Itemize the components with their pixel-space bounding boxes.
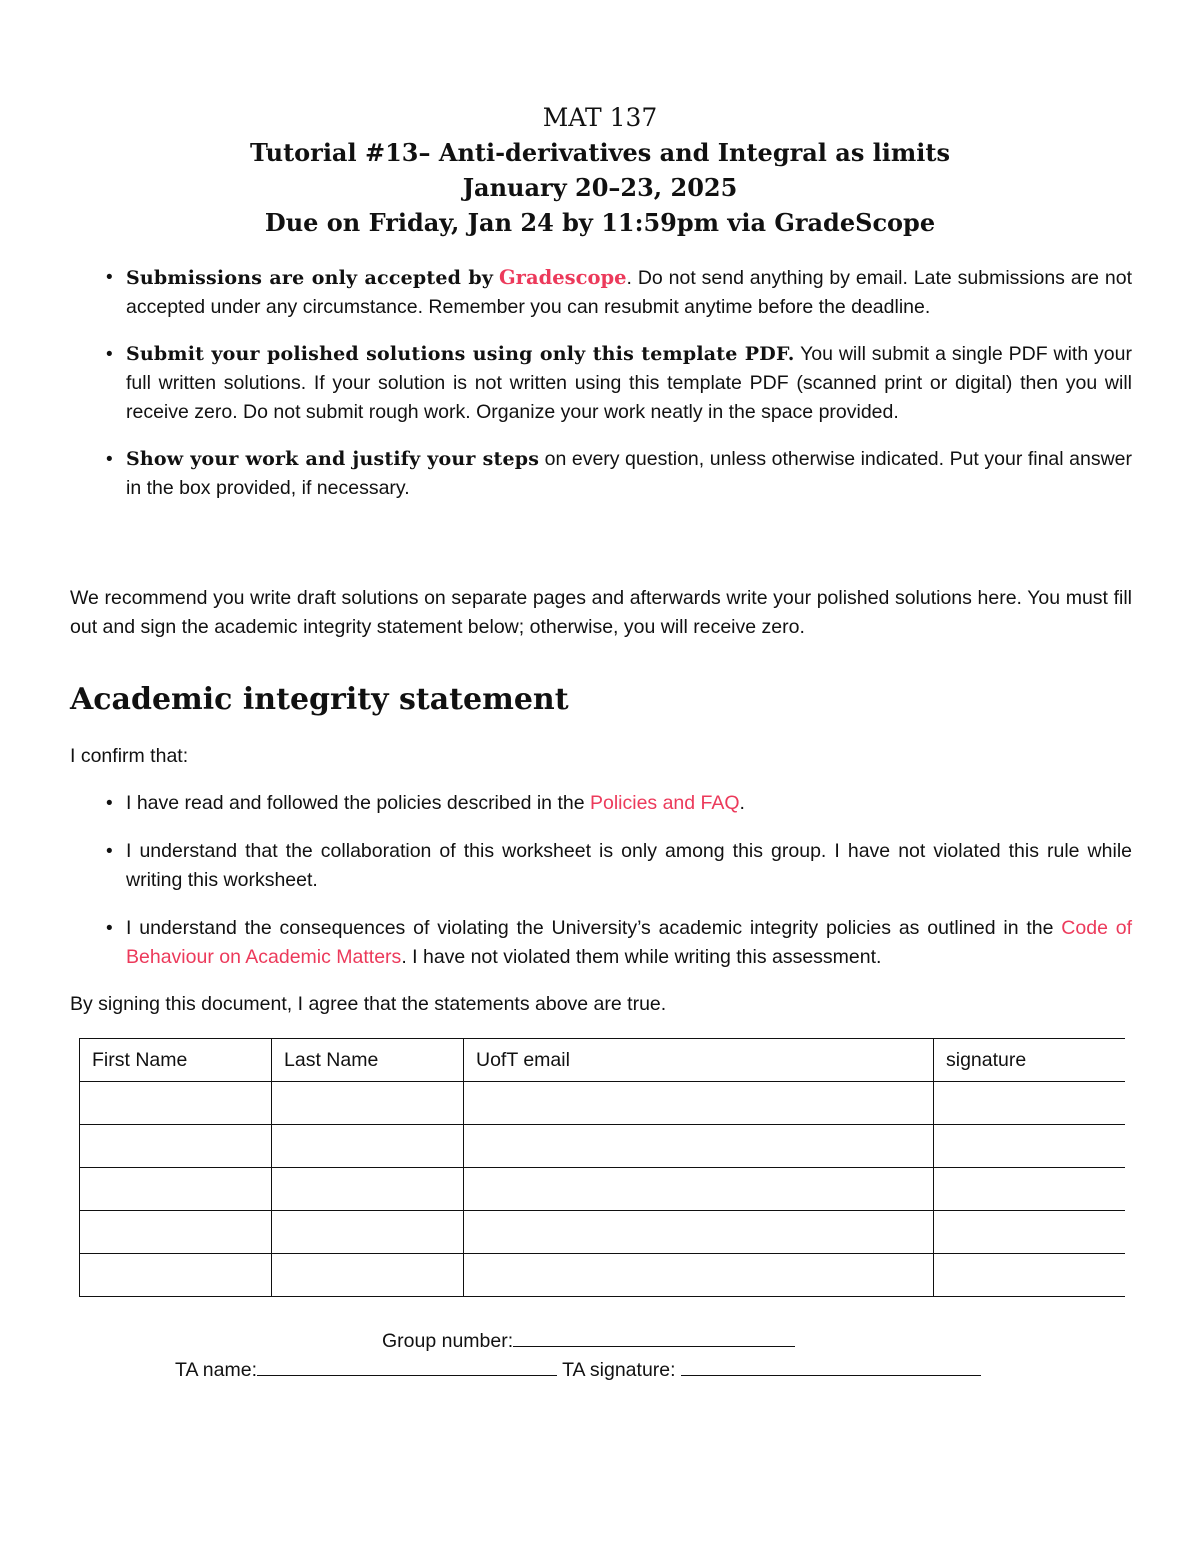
first-name-cell[interactable] <box>80 1125 272 1168</box>
table-row <box>80 1211 1126 1254</box>
table-row <box>80 1125 1126 1168</box>
instruction-bold: Show your work and justify your steps <box>126 448 540 470</box>
first-name-cell[interactable] <box>80 1168 272 1211</box>
header-last-name: Last Name <box>272 1039 464 1082</box>
instruction-bold: Submit your polished solutions using only this template PDF. <box>126 343 795 365</box>
header-first-name: First Name <box>80 1039 272 1082</box>
signature-table <box>79 1038 1125 1297</box>
tutorial-title: Tutorial #13– Anti-derivatives and Integral as limits <box>249 138 951 167</box>
email-cell[interactable] <box>464 1125 934 1168</box>
instruction-text: on every question, unless otherwise indicated. Put your final answer in the box provided, if necessary. <box>126 448 1132 499</box>
group-number-line <box>382 1324 795 1353</box>
last-name-cell[interactable] <box>272 1168 464 1211</box>
ta-signature-label: TA signature: <box>562 1359 676 1381</box>
signature-cell[interactable] <box>934 1168 1126 1211</box>
course-code: MAT 137 <box>542 103 658 132</box>
first-name-cell[interactable] <box>80 1254 272 1297</box>
tutorial-dates: January 20–23, 2025 <box>462 173 738 202</box>
first-name-cell[interactable] <box>80 1211 272 1254</box>
table-row <box>80 1082 1126 1125</box>
statement-text: I have read and followed the policies described in the <box>126 792 590 814</box>
last-name-cell[interactable] <box>272 1211 464 1254</box>
table-header-row <box>80 1039 1126 1082</box>
last-name-cell[interactable] <box>272 1254 464 1297</box>
statement-text: I understand the consequences of violating the University’s academic integrity policies as outlined in the <box>126 917 1062 939</box>
ta-name-field[interactable] <box>257 1353 557 1376</box>
signature-cell[interactable] <box>934 1254 1126 1297</box>
first-name-cell[interactable] <box>80 1082 272 1125</box>
policies-faq-link[interactable]: Policies and FAQ <box>589 792 740 814</box>
document-header <box>0 100 1200 240</box>
list-item <box>70 837 1132 895</box>
email-cell[interactable] <box>464 1211 934 1254</box>
instruction-bold: Submissions are only accepted by <box>126 267 494 289</box>
list-item <box>70 263 1132 322</box>
statement-text: I understand that the collaboration of this worksheet is only among this group. I have not violated this rule while writing this worksheet. <box>126 840 1132 891</box>
table-row <box>80 1168 1126 1211</box>
bullet-icon: • <box>106 793 113 814</box>
confirm-text: I confirm that: <box>70 745 189 767</box>
last-name-cell[interactable] <box>272 1082 464 1125</box>
gradescope-link[interactable]: Gradescope <box>499 266 627 289</box>
bullet-icon: • <box>106 841 113 862</box>
code-of-behaviour-link[interactable]: Code of Behaviour on Academic Matters <box>126 917 1132 968</box>
table-row <box>80 1254 1126 1297</box>
instructions-list <box>70 263 1132 521</box>
statement-text: . <box>739 792 745 814</box>
group-number-field[interactable] <box>513 1324 795 1347</box>
ta-line <box>175 1353 981 1382</box>
email-cell[interactable] <box>464 1168 934 1211</box>
last-name-cell[interactable] <box>272 1125 464 1168</box>
bullet-icon: • <box>106 267 113 288</box>
email-cell[interactable] <box>464 1254 934 1297</box>
bullet-icon: • <box>106 344 113 365</box>
agreement-text: By signing this document, I agree that the statements above are true. <box>70 993 667 1015</box>
instruction-text: You will submit a single PDF with your full written solutions. If your solution is not written using this template PDF (scanned print or digital) then you will receive zero. Do not submit rough work. Organize your work neatly in the space provided. <box>126 343 1132 423</box>
signature-cell[interactable] <box>934 1211 1126 1254</box>
bullet-icon: • <box>106 449 113 470</box>
integrity-list <box>70 789 1132 991</box>
ta-signature-field[interactable] <box>681 1353 981 1376</box>
header-signature: signature <box>934 1039 1126 1082</box>
list-item <box>70 789 1132 818</box>
statement-text: . I have not violated them while writing this assessment. <box>401 946 882 968</box>
list-item <box>70 445 1132 503</box>
signature-cell[interactable] <box>934 1125 1126 1168</box>
bullet-icon: • <box>106 918 113 939</box>
list-item <box>70 340 1132 427</box>
recommendation-paragraph: We recommend you write draft solutions on separate pages and afterwards write your polished solutions here. You must fill out and sign the academic integrity statement below; otherwise, you will receive zero. <box>70 587 1132 638</box>
email-cell[interactable] <box>464 1082 934 1125</box>
header-uoft-email: UofT email <box>464 1039 934 1082</box>
group-number-label: Group number: <box>382 1330 514 1352</box>
due-date: Due on Friday, Jan 24 by 11:59pm via GradeScope <box>264 208 936 237</box>
list-item <box>70 914 1132 972</box>
signature-cell[interactable] <box>934 1082 1126 1125</box>
instruction-text: . Do not send anything by email. Late submissions are not accepted under any circumstance. Remember you can resubmit anytime before the deadline. <box>126 267 1132 318</box>
ta-name-label: TA name: <box>175 1359 258 1381</box>
section-title: Academic integrity statement <box>70 682 569 717</box>
